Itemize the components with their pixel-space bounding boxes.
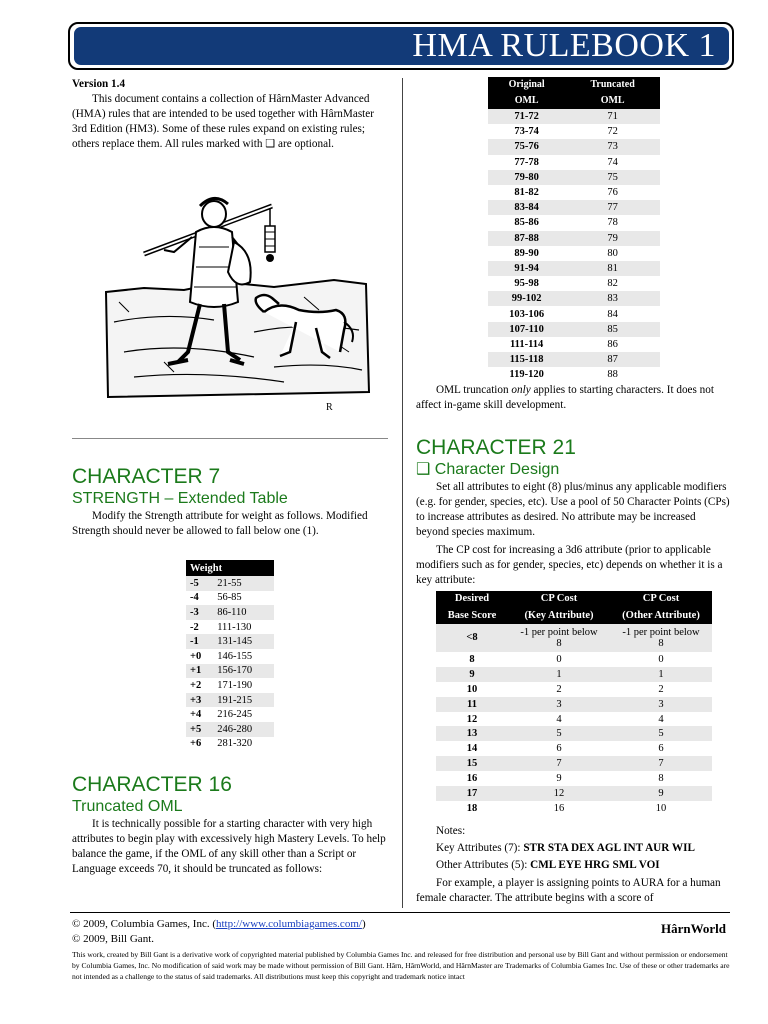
weight-row xyxy=(186,634,274,649)
cp-row xyxy=(436,801,712,816)
oml-truncated: 77 xyxy=(607,202,618,214)
weight-range: 146-155 xyxy=(217,650,253,662)
oml-row xyxy=(488,139,660,154)
oml-note xyxy=(416,383,728,413)
oml-row xyxy=(488,231,660,246)
oml-truncated: 82 xyxy=(607,278,618,290)
weight-row xyxy=(186,591,274,606)
oml-row xyxy=(488,337,660,352)
cp-other-cost: 1 xyxy=(658,668,664,680)
oml-original: 83-84 xyxy=(514,202,539,214)
oml-truncated: 75 xyxy=(607,171,618,183)
cp-row xyxy=(436,667,712,682)
oml-truncated: 84 xyxy=(607,308,618,320)
oml-truncated: 83 xyxy=(607,293,618,305)
oml-row xyxy=(488,200,660,215)
oml-header-truncated-sub: OML xyxy=(565,91,660,109)
legal-notice: This work, created by Bill Gant is a derivative work of copyrighted material published by Columbia Games Inc. and released for free distribution and personal use by Bill Gant and without permission or endorsement by Columbia Games, Inc. No modification of said work may be made without permission of Bill Gant. Hârn, HârnWorld, and HârnMaster are Trademarks of Columbia Games Inc. Use of these or other trademarks are not intended as a challenge to the status of said trademarks. All distributions must keep this copyright and trademark notice intact xyxy=(72,950,730,981)
cp-row xyxy=(436,624,712,652)
version-label: Version 1.4 xyxy=(72,78,126,90)
weight-modifier: -5 xyxy=(190,577,199,589)
character-16-text: It is technically possible for a starting character with very high attributes to begin play with excessively high Mastery Levels. To help balance the game, if the OML of any skill other than a Script or Language exceeds 70, it should be truncated as follows: xyxy=(72,818,386,875)
cp-other-cost: -1 per point below 8 xyxy=(622,627,700,649)
character-21-paragraph-3: For example, a player is assigning points to AURA for a human female character. The attribute begins with a score of xyxy=(416,877,721,904)
cp-other-cost: 0 xyxy=(658,653,664,665)
weight-row xyxy=(186,722,274,737)
weight-modifier: -4 xyxy=(190,592,199,604)
cp-other-cost: 7 xyxy=(658,758,664,770)
cp-header-key-1: CP Cost xyxy=(508,591,610,606)
weight-modifier: +2 xyxy=(190,679,202,691)
cp-row xyxy=(436,771,712,786)
cp-base-score: 16 xyxy=(466,773,478,785)
weight-row xyxy=(186,576,274,591)
oml-truncated: 74 xyxy=(607,156,618,168)
oml-original: 119-120 xyxy=(509,369,544,381)
oml-truncated: 81 xyxy=(607,262,618,274)
oml-truncated: 71 xyxy=(607,111,618,123)
illustration-signature: R xyxy=(326,402,333,413)
cp-other-cost: 8 xyxy=(658,773,664,785)
oml-row xyxy=(488,124,660,139)
weight-modifier: +4 xyxy=(190,709,202,721)
oml-note-pre: OML truncation xyxy=(436,384,512,396)
weight-table xyxy=(186,560,274,751)
character-16-section xyxy=(72,773,388,877)
oml-header-original-sub: OML xyxy=(488,91,565,109)
oml-row xyxy=(488,185,660,200)
cp-key-cost: 0 xyxy=(556,653,562,665)
oml-original: 75-76 xyxy=(514,141,539,153)
oml-truncated: 85 xyxy=(607,323,618,335)
footer-copyright xyxy=(72,917,592,947)
copyright-gant: © 2009, Bill Gant. xyxy=(72,933,154,945)
weight-range: 111-130 xyxy=(217,621,252,633)
weight-range: 156-170 xyxy=(217,665,253,677)
oml-truncated: 78 xyxy=(607,217,618,229)
weight-row xyxy=(186,605,274,620)
oml-original: 111-114 xyxy=(510,338,544,350)
oml-truncated: 86 xyxy=(607,338,618,350)
weight-range: 86-110 xyxy=(217,606,247,618)
oml-original: 95-98 xyxy=(514,278,539,290)
harnworld-brand: HârnWorld xyxy=(660,921,726,936)
cp-base-score: 18 xyxy=(466,802,478,814)
cp-base-score: 15 xyxy=(466,758,478,770)
cp-key-cost: 9 xyxy=(556,773,562,785)
oml-row xyxy=(488,291,660,306)
cp-base-score: 13 xyxy=(466,728,478,740)
cp-other-cost: 9 xyxy=(658,787,664,799)
weight-range: 56-85 xyxy=(217,592,242,604)
page-title: HMA RULEBOOK 1 xyxy=(412,27,716,64)
oml-original: 115-118 xyxy=(509,354,544,366)
oml-row xyxy=(488,322,660,337)
cp-key-cost: 12 xyxy=(553,787,565,799)
cp-row xyxy=(436,741,712,756)
cp-other-cost: 6 xyxy=(658,743,664,755)
weight-row xyxy=(186,737,274,752)
cp-key-cost: 3 xyxy=(556,698,562,710)
weight-row xyxy=(186,707,274,722)
footer-rule xyxy=(70,912,730,913)
oml-row xyxy=(488,170,660,185)
weight-row xyxy=(186,678,274,693)
column-divider xyxy=(402,78,403,908)
oml-row xyxy=(488,246,660,261)
columbia-games-link[interactable]: http://www.columbiagames.com/ xyxy=(216,918,362,930)
cp-header-base-1: Desired xyxy=(436,591,508,606)
oml-truncated: 80 xyxy=(607,247,618,259)
cp-row xyxy=(436,652,712,667)
character-21-notes xyxy=(416,823,730,906)
cp-key-cost: 5 xyxy=(556,728,562,740)
character-16-subheading: Truncated OML xyxy=(72,798,183,815)
cp-row xyxy=(436,786,712,801)
character-7-text: Modify the Strength attribute for weight as follows. Modified Strength should never be allowed to fall below one (1). xyxy=(72,510,368,537)
weight-row xyxy=(186,649,274,664)
oml-original: 87-88 xyxy=(514,232,539,244)
cp-row xyxy=(436,712,712,727)
weight-range: 246-280 xyxy=(217,723,253,735)
section-divider-left xyxy=(72,438,388,439)
weight-range: 171-190 xyxy=(217,679,253,691)
oml-table-wrap xyxy=(488,77,660,382)
weight-range: 216-245 xyxy=(217,709,253,721)
oml-original: 107-110 xyxy=(509,323,544,335)
oml-original: 79-80 xyxy=(514,171,539,183)
oml-original: 73-74 xyxy=(514,126,539,138)
character-7-heading: CHARACTER 7 xyxy=(72,465,221,488)
cp-base-score: 14 xyxy=(466,743,478,755)
weight-range: 21-55 xyxy=(217,577,242,589)
other-attributes-label: Other Attributes (5): xyxy=(436,859,531,871)
weight-modifier: +0 xyxy=(190,650,202,662)
oml-row xyxy=(488,276,660,291)
cp-other-cost: 10 xyxy=(655,802,667,814)
oml-original: 71-72 xyxy=(514,111,539,123)
cp-key-cost: 6 xyxy=(556,743,562,755)
weight-range: 281-320 xyxy=(217,738,253,750)
cp-header-other-1: CP Cost xyxy=(610,591,712,606)
oml-header-truncated: Truncated xyxy=(565,77,660,91)
oml-truncated: 72 xyxy=(607,126,618,138)
cp-base-score: <8 xyxy=(466,632,478,643)
oml-note-emphasis: only xyxy=(511,384,531,396)
cp-key-cost: 2 xyxy=(556,683,562,695)
weight-row xyxy=(186,664,274,679)
character-21-paragraph-1: Set all attributes to eight (8) plus/minus any applicable modifiers (e.g. for gender, species, etc). Use a pool of 50 Character Points (CPs) to increase attributes as desired. No attribute may be increased beyond species maximum. xyxy=(416,481,730,538)
character-21-section xyxy=(416,436,730,588)
oml-truncated: 73 xyxy=(607,141,618,153)
oml-original: 85-86 xyxy=(514,217,539,229)
oml-original: 77-78 xyxy=(514,156,539,168)
oml-row xyxy=(488,155,660,170)
cp-row xyxy=(436,726,712,741)
cp-other-cost: 4 xyxy=(658,713,664,725)
cp-base-score: 8 xyxy=(469,653,475,665)
cp-base-score: 17 xyxy=(466,787,478,799)
weight-modifier: -3 xyxy=(190,606,199,618)
weight-range: 131-145 xyxy=(217,636,253,648)
character-21-heading: CHARACTER 21 xyxy=(416,436,576,459)
other-attributes-values: CML EYE HRG SML VOI xyxy=(530,859,660,871)
oml-header-original: Original xyxy=(488,77,565,91)
cp-row xyxy=(436,756,712,771)
oml-truncated: 88 xyxy=(607,369,618,381)
oml-original: 91-94 xyxy=(514,262,539,274)
intro-section xyxy=(72,77,388,152)
weight-modifier: +3 xyxy=(190,694,202,706)
character-7-subheading: STRENGTH – Extended Table xyxy=(72,490,288,507)
cp-cost-table xyxy=(436,591,712,816)
oml-note-post: applies to starting characters. It does not affect in-game skill development. xyxy=(416,384,714,411)
character-21-paragraph-2: The CP cost for increasing a 3d6 attribute (prior to applicable modifiers such as for gender, species, etc) depends on whether it is a key attribute: xyxy=(416,544,723,586)
cp-base-score: 9 xyxy=(469,668,475,680)
character-7-section xyxy=(72,465,388,539)
weight-row xyxy=(186,620,274,635)
weight-modifier: +5 xyxy=(190,723,202,735)
oml-truncated: 87 xyxy=(607,354,618,366)
cp-key-cost: 4 xyxy=(556,713,562,725)
cp-table-wrap xyxy=(436,591,712,816)
oml-row xyxy=(488,261,660,276)
weight-table-wrap xyxy=(186,560,274,751)
weight-modifier: +6 xyxy=(190,738,202,750)
weight-modifier: -1 xyxy=(190,636,199,648)
oml-row xyxy=(488,109,660,124)
oml-original: 103-106 xyxy=(509,308,545,320)
oml-truncated: 76 xyxy=(607,187,618,199)
cp-other-cost: 2 xyxy=(658,683,664,695)
cp-row xyxy=(436,697,712,712)
weight-row xyxy=(186,693,274,708)
cp-base-score: 11 xyxy=(467,698,477,710)
cp-key-cost: 1 xyxy=(556,668,562,680)
character-21-subheading: ❑ Character Design xyxy=(416,461,560,478)
oml-original: 99-102 xyxy=(511,293,542,305)
cp-header-key-2: (Key Attribute) xyxy=(508,606,610,624)
cp-header-other-2: (Other Attribute) xyxy=(610,606,712,624)
weight-modifier: -2 xyxy=(190,621,199,633)
cp-key-cost: 7 xyxy=(556,758,562,770)
oml-table xyxy=(488,77,660,382)
oml-original: 89-90 xyxy=(514,247,539,259)
cp-base-score: 10 xyxy=(466,683,478,695)
woodcut-illustration xyxy=(104,192,374,417)
weight-header: Weight xyxy=(186,560,274,576)
cp-key-cost: 16 xyxy=(553,802,565,814)
copyright-columbia: © 2009, Columbia Games, Inc. ( xyxy=(72,918,216,930)
oml-truncated: 79 xyxy=(607,232,618,244)
cp-header-base-2: Base Score xyxy=(436,606,508,624)
cp-other-cost: 5 xyxy=(658,728,664,740)
cp-row xyxy=(436,682,712,697)
oml-row xyxy=(488,367,660,382)
cp-key-cost: -1 per point below 8 xyxy=(520,627,598,649)
peasant-and-dog-image xyxy=(104,192,374,417)
oml-row xyxy=(488,306,660,321)
oml-row xyxy=(488,352,660,367)
key-attributes-values: STR STA DEX AGL INT AUR WIL xyxy=(523,842,695,854)
weight-range: 191-215 xyxy=(217,694,253,706)
oml-row xyxy=(488,215,660,230)
oml-original: 81-82 xyxy=(514,187,539,199)
cp-base-score: 12 xyxy=(466,713,478,725)
notes-label: Notes: xyxy=(436,825,466,837)
intro-text: This document contains a collection of HârnMaster Advanced (HMA) rules that are intended to be used together with HârnMaster 3rd Edition (HM3). Some of these rules expand on existing rules; others replace them. All rules marked with ❑ are optional. xyxy=(72,93,374,150)
copyright-columbia-close: ) xyxy=(361,918,366,930)
weight-modifier: +1 xyxy=(190,665,202,677)
cp-other-cost: 3 xyxy=(658,698,664,710)
key-attributes-label: Key Attributes (7): xyxy=(436,842,524,854)
character-16-heading: CHARACTER 16 xyxy=(72,773,232,796)
